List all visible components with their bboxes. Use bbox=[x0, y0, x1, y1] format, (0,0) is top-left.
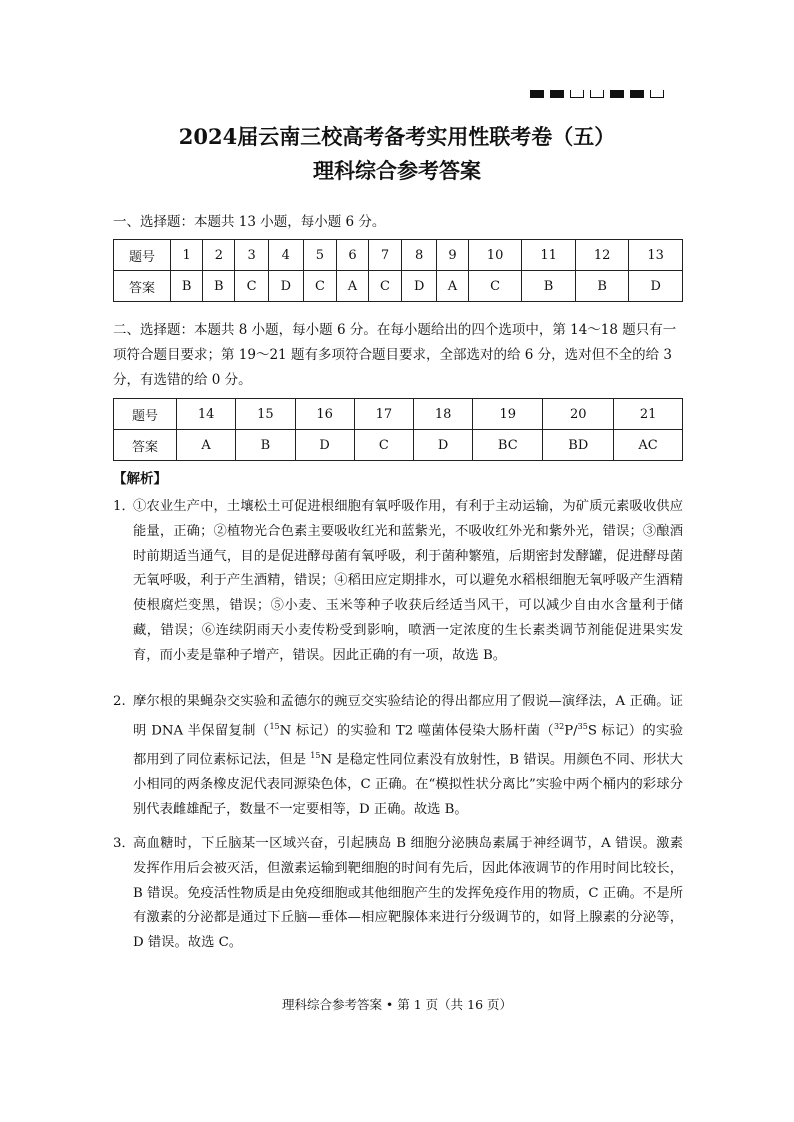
table-cell: 9 bbox=[437, 240, 469, 271]
answer-explanation-2 bbox=[113, 690, 683, 823]
header-mark bbox=[530, 90, 544, 98]
table-cell: 16 bbox=[295, 399, 354, 430]
header-mark bbox=[650, 90, 664, 98]
header-mark bbox=[570, 90, 584, 98]
superscript: 15 bbox=[269, 721, 280, 731]
table-cell: D bbox=[402, 271, 437, 302]
table-cell: A bbox=[437, 271, 469, 302]
answer-explanation-1 bbox=[113, 495, 683, 669]
table-cell: 6 bbox=[337, 240, 369, 271]
table-row bbox=[114, 240, 683, 271]
text-run: S 标记）的实验都用到了同位素标记法，但是 bbox=[133, 723, 683, 768]
table-cell: A bbox=[337, 271, 369, 302]
table-row bbox=[114, 271, 683, 302]
page-footer: 理科综合参考答案 • 第 1 页（共 16 页） bbox=[281, 997, 513, 1012]
header-mark bbox=[610, 90, 624, 98]
table-cell: 12 bbox=[575, 240, 629, 271]
table-cell: 题号 bbox=[114, 399, 177, 430]
answer-table-1 bbox=[113, 239, 683, 302]
header-mark bbox=[550, 90, 564, 98]
explanation-text: ①农业生产中，土壤松土可促进根细胞有氧呼吸作用，有利于主动运输，为矿质元素吸收供应能量，正确；②植物光合色素主要吸收红光和蓝紫光，不吸收红外光和紫外光，错误；③酿酒时前期适当通气，目的是促进酵母菌有氧呼吸，利于菌种繁殖，后期密封发酵罐，促进酵母菌无氧呼吸，利于产生酒精，错误；④稻田应定期排水，可以避免水稻根细胞无氧呼吸产生酒精使根腐烂变黑，错误；⑤小麦、玉米等种子收获后经适当风干，可以减少自由水含量利于储藏，错误；⑥连续阴雨天小麦传粉受到影响，喷洒一定浓度的生长素类调节剂能促进果实发育，而小麦是靠种子增产，错误。因此正确的有一项，故选 B。 bbox=[133, 499, 683, 663]
table-cell: B bbox=[575, 271, 629, 302]
table-cell: C bbox=[368, 271, 401, 302]
table-cell: C bbox=[303, 271, 336, 302]
table-cell: D bbox=[629, 271, 683, 302]
table-cell: 15 bbox=[236, 399, 295, 430]
table-cell: 5 bbox=[303, 240, 336, 271]
text-run: N 是稳定性同位素没有放射性，B 错误。用颜色不同、形状大小相同的两条橡皮泥代表同源染色体，C 正确。在“模拟性状分离比”实验中两个桶内的彩球分别代表雌雄配子，数量不一定要相等，D 正确。故选 B。 bbox=[133, 752, 684, 818]
table-cell: B bbox=[522, 271, 576, 302]
table-cell: 20 bbox=[543, 399, 614, 430]
text-run: 摩尔根的果蝇杂交实验和孟德尔的豌豆交实验结论的得出都应用了假说—演绎法，A 正确。证明 DNA 半保留复制（ bbox=[133, 694, 683, 739]
table-cell: 2 bbox=[203, 240, 235, 271]
explanation-text bbox=[113, 690, 683, 823]
header-marks bbox=[530, 90, 664, 98]
table-row bbox=[114, 430, 683, 461]
section2-heading: 二、选择题：本题共 8 小题，每小题 6 分。在每小题给出的四个选项中，第 14～18 题只有一项符合题目要求；第 19～21 题有多项符合题目要求，全部选对的给 6 分，选对但不全的给 3 分，有选错的给 0 分。 bbox=[113, 322, 677, 388]
text-run: P/ bbox=[564, 723, 578, 739]
table-cell: C bbox=[235, 271, 268, 302]
table-cell: C bbox=[468, 271, 522, 302]
table-cell: 1 bbox=[171, 240, 203, 271]
page-subtitle: 理科综合参考答案 bbox=[313, 158, 481, 183]
table-cell: D bbox=[295, 430, 354, 461]
table-cell: 3 bbox=[235, 240, 268, 271]
table-cell: B bbox=[203, 271, 235, 302]
answer-explanation-3 bbox=[113, 832, 683, 956]
table-cell: 17 bbox=[354, 399, 413, 430]
table-cell: 答案 bbox=[114, 430, 177, 461]
analysis-heading: 【解析】 bbox=[113, 471, 167, 487]
table-cell: 18 bbox=[414, 399, 473, 430]
table-cell: 14 bbox=[177, 399, 236, 430]
table-cell: C bbox=[354, 430, 413, 461]
table-cell: 13 bbox=[629, 240, 683, 271]
table-cell: D bbox=[268, 271, 303, 302]
table-cell: B bbox=[236, 430, 295, 461]
table-cell: AC bbox=[614, 430, 683, 461]
table-cell: BC bbox=[473, 430, 543, 461]
table-cell: 8 bbox=[402, 240, 437, 271]
answer-table-2 bbox=[113, 398, 683, 461]
question-number: 3． bbox=[113, 836, 135, 851]
table-cell: 10 bbox=[468, 240, 522, 271]
table-cell: BD bbox=[543, 430, 614, 461]
table-cell: 4 bbox=[268, 240, 303, 271]
table-cell: 11 bbox=[522, 240, 576, 271]
table-cell: 答案 bbox=[114, 271, 171, 302]
section1-heading: 一、选择题：本题共 13 小题，每小题 6 分。 bbox=[113, 214, 386, 230]
superscript: 32 bbox=[554, 721, 565, 731]
table-cell: A bbox=[177, 430, 236, 461]
table-cell: B bbox=[171, 271, 203, 302]
superscript: 15 bbox=[310, 751, 321, 761]
table-cell: D bbox=[414, 430, 473, 461]
header-mark bbox=[590, 90, 604, 98]
table-cell: 21 bbox=[614, 399, 683, 430]
question-number: 2. bbox=[113, 694, 126, 709]
table-row bbox=[114, 399, 683, 430]
superscript: 35 bbox=[577, 721, 588, 731]
table-cell: 题号 bbox=[114, 240, 171, 271]
page-title: 2024届云南三校高考备考实用性联考卷（五） bbox=[178, 124, 616, 149]
header-mark bbox=[630, 90, 644, 98]
question-number: 1． bbox=[113, 499, 135, 514]
table-cell: 19 bbox=[473, 399, 543, 430]
explanation-text: 高血糖时，下丘脑某一区域兴奋，引起胰岛 B 细胞分泌胰岛素属于神经调节，A 错误。激素发挥作用后会被灭活，但激素运输到靶细胞的时间有先后，因此体液调节的作用时间比较长，B 错误。免疫活性物质是由免疫细胞或其他细胞产生的发挥免疫作用的物质，C 正确。不是所有激素的分泌都是通过下丘脑—垂体—相应靶腺体来进行分级调节的，如肾上腺素的分泌等，D 错误。故选 C。 bbox=[133, 836, 683, 951]
text-run: N 标记）的实验和 T2 噬菌体侵染大肠杆菌（ bbox=[279, 723, 555, 739]
table-cell: 7 bbox=[368, 240, 401, 271]
